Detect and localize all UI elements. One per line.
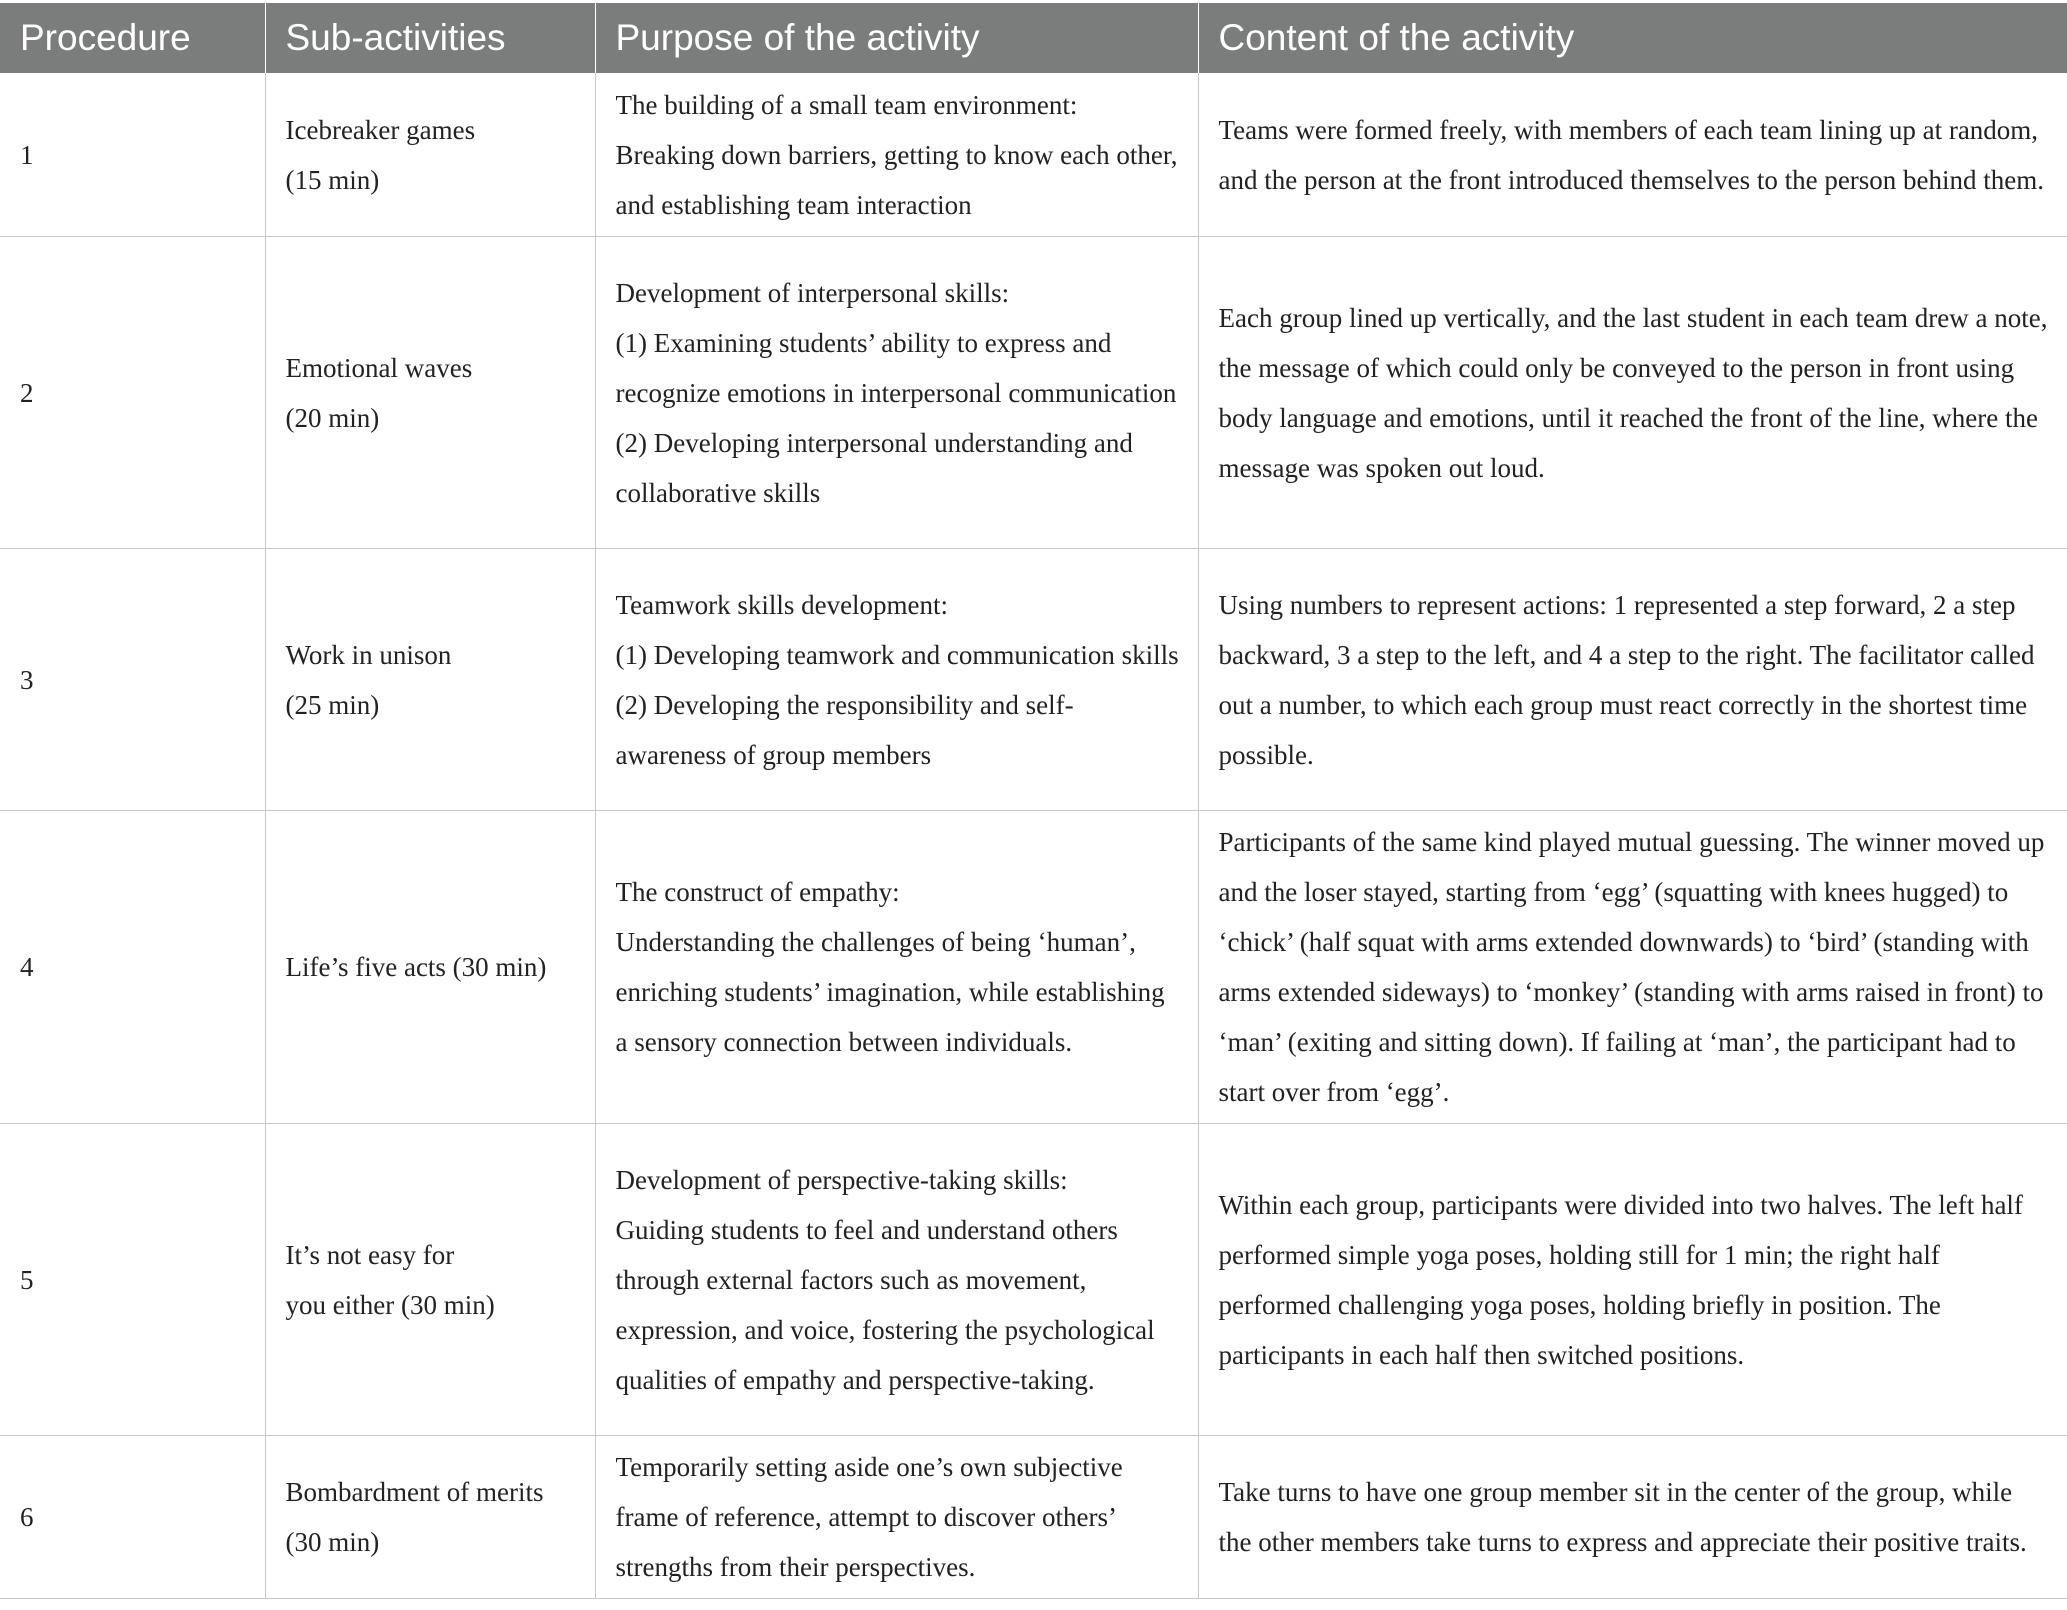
- table-row: [0, 549, 2067, 811]
- purpose-cell: Development of perspective-taking skills: Guiding students to feel and understand others through external factors such as movement, expression, and voice, fostering the psychological qualities of empathy and perspective-taking.: [595, 1124, 1198, 1436]
- procedure-cell: 5: [0, 1124, 265, 1436]
- content-cell: Within each group, participants were divided into two halves. The left half performed simple yoga poses, holding still for 1 min; the right half performed challenging yoga poses, holding briefly in position. The participants in each half then switched positions.: [1198, 1124, 2067, 1436]
- activity-table-container: [0, 3, 2067, 1599]
- sub-activity-cell: Life’s five acts (30 min): [265, 811, 595, 1124]
- purpose-cell: The building of a small team environment: Breaking down barriers, getting to know each other, and establishing team interaction: [595, 73, 1198, 237]
- sub-activity-cell: It’s not easy for you either (30 min): [265, 1124, 595, 1436]
- sub-activity-cell: Icebreaker games (15 min): [265, 73, 595, 237]
- table-body: [0, 73, 2067, 1599]
- header-purpose: Purpose of the activity: [595, 3, 1198, 73]
- purpose-cell: Development of interpersonal skills: (1) Examining students’ ability to express and recognize emotions in interpersonal communication (2) Developing interpersonal understanding and collaborative skills: [595, 237, 1198, 549]
- table-row: [0, 811, 2067, 1124]
- content-cell: Each group lined up vertically, and the last student in each team drew a note, the message of which could only be conveyed to the person in front using body language and emotions, until it reached the front of the line, where the message was spoken out loud.: [1198, 237, 2067, 549]
- header-sub-activities: Sub-activities: [265, 3, 595, 73]
- header-procedure: Procedure: [0, 3, 265, 73]
- table-header: [0, 3, 2067, 73]
- table-row: [0, 73, 2067, 237]
- purpose-cell: Teamwork skills development: (1) Developing teamwork and communication skills (2) Developing the responsibility and self-awareness of group members: [595, 549, 1198, 811]
- table-row: [0, 1436, 2067, 1599]
- table-row: [0, 237, 2067, 549]
- content-cell: Using numbers to represent actions: 1 represented a step forward, 2 a step backward, 3 a step to the left, and 4 a step to the right. The facilitator called out a number, to which each group must react correctly in the shortest time possible.: [1198, 549, 2067, 811]
- header-row: [0, 3, 2067, 73]
- activity-table: [0, 3, 2067, 1599]
- sub-activity-cell: Bombardment of merits (30 min): [265, 1436, 595, 1599]
- procedure-cell: 6: [0, 1436, 265, 1599]
- table-row: [0, 1124, 2067, 1436]
- content-cell: Teams were formed freely, with members of each team lining up at random, and the person at the front introduced themselves to the person behind them.: [1198, 73, 2067, 237]
- procedure-cell: 2: [0, 237, 265, 549]
- content-cell: Participants of the same kind played mutual guessing. The winner moved up and the loser stayed, starting from ‘egg’ (squatting with knees hugged) to ‘chick’ (half squat with arms extended downwards) to ‘bird’ (standing with arms extended sideways) to ‘monkey’ (standing with arms raised in front) to ‘man’ (exiting and sitting down). If failing at ‘man’, the participant had to start over from ‘egg’.: [1198, 811, 2067, 1124]
- purpose-cell: Temporarily setting aside one’s own subjective frame of reference, attempt to discover others’ strengths from their perspectives.: [595, 1436, 1198, 1599]
- procedure-cell: 1: [0, 73, 265, 237]
- content-cell: Take turns to have one group member sit in the center of the group, while the other members take turns to express and appreciate their positive traits.: [1198, 1436, 2067, 1599]
- procedure-cell: 3: [0, 549, 265, 811]
- procedure-cell: 4: [0, 811, 265, 1124]
- sub-activity-cell: Emotional waves (20 min): [265, 237, 595, 549]
- header-content: Content of the activity: [1198, 3, 2067, 73]
- sub-activity-cell: Work in unison (25 min): [265, 549, 595, 811]
- purpose-cell: The construct of empathy: Understanding the challenges of being ‘human’, enriching students’ imagination, while establishing a sensory connection between individuals.: [595, 811, 1198, 1124]
